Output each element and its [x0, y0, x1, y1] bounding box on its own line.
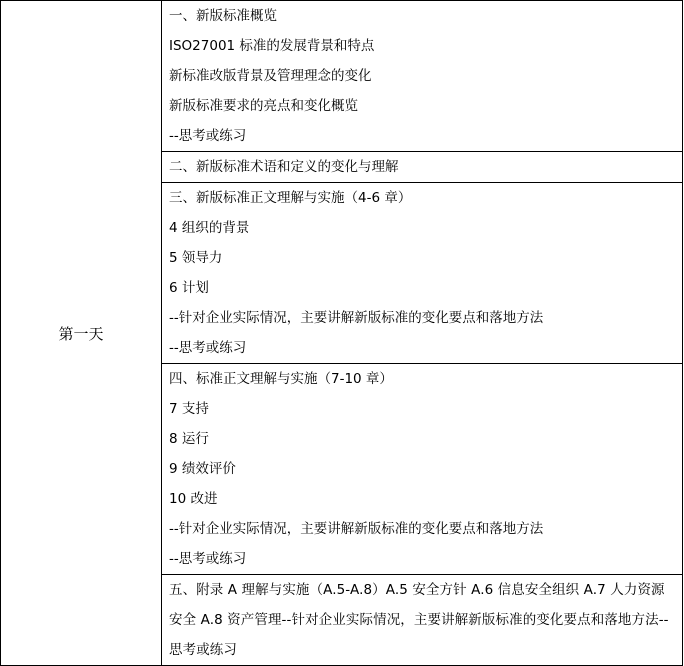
section-paragraph: 五、附录 A 理解与实施（A.5-A.8）A.5 安全方针 A.6 信息安全组织 A.7 人力资源安全 A.8 资产管理--针对企业实际情况，主要讲解新版标准的变化要点和落地方法--思考或练习 [169, 582, 669, 658]
topic-line: --针对企业实际情况，主要讲解新版标准的变化要点和落地方法 [169, 521, 544, 537]
topic-line: 10 改进 [169, 491, 218, 507]
section-appendix-a [162, 575, 683, 666]
topic-line: 新标准改版背景及管理理念的变化 [169, 68, 372, 84]
day-label: 第一天 [1, 1, 162, 666]
topic-line: 4 组织的背景 [169, 220, 250, 236]
topic-line: 新版标准要求的亮点和变化概览 [169, 98, 358, 114]
section-heading: 一、新版标准概览 [169, 8, 277, 24]
topic-line: 9 绩效评价 [169, 461, 236, 477]
topic-line: 7 支持 [169, 401, 209, 417]
exercise-line: --思考或练习 [169, 551, 247, 567]
topic-line: 8 运行 [169, 431, 209, 447]
section-heading: 四、标准正文理解与实施（7-10 章） [169, 371, 393, 387]
section-chapters-7-10 [162, 364, 683, 575]
section-heading: 三、新版标准正文理解与实施（4-6 章） [169, 190, 412, 206]
table-row [1, 1, 683, 152]
topic-line: 5 领导力 [169, 250, 223, 266]
topic-line: 6 计划 [169, 280, 209, 296]
exercise-line: --思考或练习 [169, 128, 247, 144]
exercise-line: --思考或练习 [169, 340, 247, 356]
section-heading: 二、新版标准术语和定义的变化与理解 [169, 159, 399, 175]
section-overview [162, 1, 683, 152]
section-terms [162, 152, 683, 183]
section-chapters-4-6 [162, 183, 683, 364]
topic-line: ISO27001 标准的发展背景和特点 [169, 38, 375, 54]
topic-line: --针对企业实际情况，主要讲解新版标准的变化要点和落地方法 [169, 310, 544, 326]
